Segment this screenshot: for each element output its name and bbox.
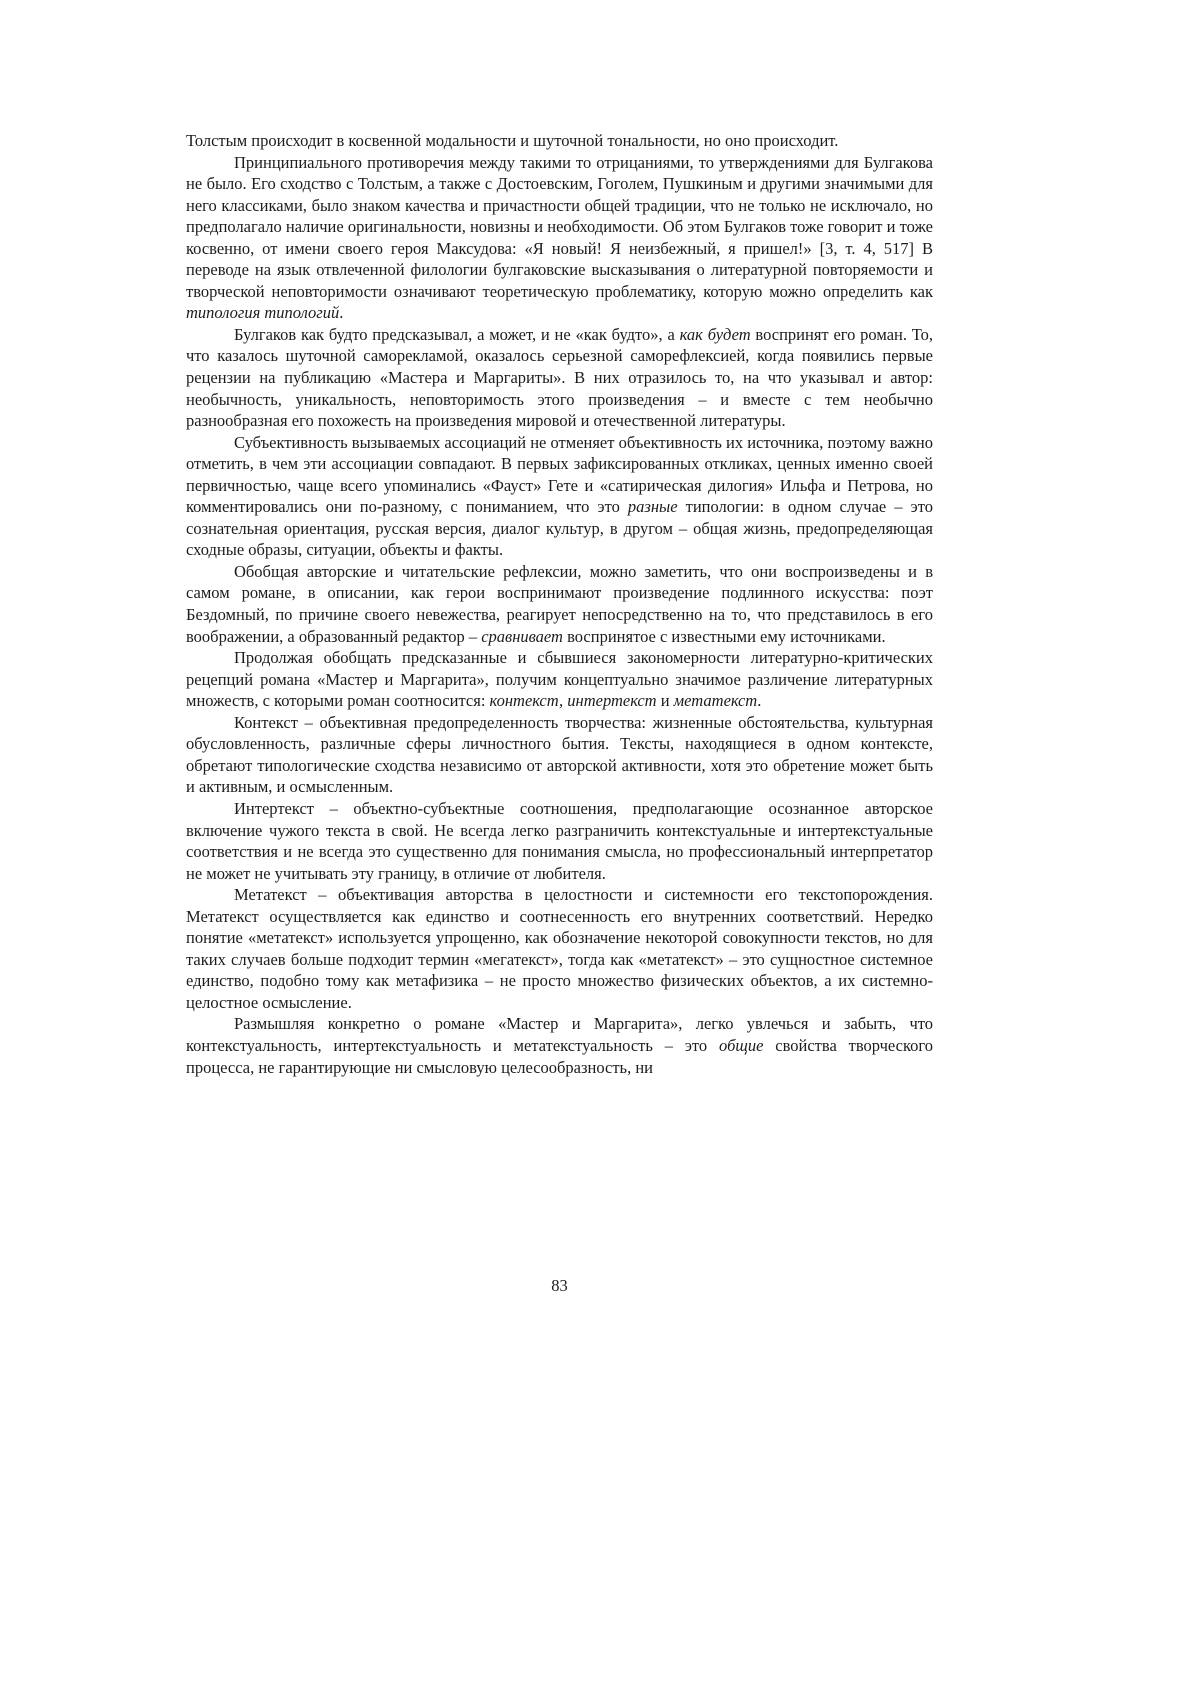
text-segment: Толстым происходит в косвенной модальности и шуточной тональности, но оно происходит.	[186, 131, 839, 150]
text-segment: .	[757, 691, 762, 711]
paragraph	[186, 647, 933, 712]
text-segment: Принципиального противоречия между такими то отрицаниями, то утверждениями для Булгакова не было. Его сходство с Толстым, а также с Достоевским, Гоголем, Пушкиным и другими значимыми для него классиками, было знаком качества и причастности общей традиции, что не только не исключало, но предполагало наличие оригинальности, новизны и необходимости. Об этом Булгаков тоже говорит и тоже косвенно, от имени своего героя Максудова: «Я новый! Я неизбежный, я пришел!» [3, т. 4, 517] В переводе на язык отвлеченной филологии булгаковские высказывания о литературной повторяемости и творческой неповторимости означивают теоретическую проблематику, которую можно определить как	[186, 152, 933, 301]
paragraph	[186, 432, 933, 561]
italic-text-segment: контекст, интертекст	[489, 691, 657, 711]
italic-text-segment: как будет	[679, 324, 751, 344]
paragraph	[186, 561, 933, 647]
page-number: 83	[551, 1276, 568, 1295]
text-segment: свойства творческого процесса, не гарантирующие ни смысловую целесообразность, ни	[186, 1035, 933, 1077]
text-segment: воспринятое с известными ему источниками.	[562, 626, 886, 646]
text-segment: Булгаков как будто предсказывал, а может, и не «как будто», а	[234, 324, 680, 344]
italic-text-segment: общие	[719, 1035, 764, 1055]
italic-text-segment: типология типологий	[186, 303, 340, 323]
text-segment: Субъективность вызываемых ассоциаций не отменяет объективность их источника, поэтому важно отметить, в чем эти ассоциации совпадают. В первых зафиксированных откликах, ценных именно своей первичностью, чаще всего упоминались «Фауст» Гете и «сатирическая дилогия» Ильфа и Петрова, но комментировались они по-разному, с пониманием, что это	[186, 432, 933, 517]
text-segment: Размышляя конкретно о романе «Мастер и Маргарита», легко увлечься и забыть, что контекстуальность, интертекстуальность и метатекстуальность – это	[186, 1014, 933, 1055]
paragraph	[186, 798, 933, 884]
paragraph	[186, 324, 933, 432]
text-segment: Метатекст – объективация авторства в целостности и системности его текстопорождения. Метатекст осуществляется как единство и соотнесенность его внутренних соответствий. Нередко понятие «метатекст» используется упрощенно, как обозначение некоторой совокупности текстов, но для таких случаев больше подходит термин «мегатекст», тогда как «метатекст» – это сущностное системное единство, подобно тому как метафизика – не просто множество физических объектов, а их системно-целостное осмысление.	[186, 885, 933, 1012]
text-segment: Обобщая авторские и читательские рефлексии, можно заметить, что они воспроизведены и в самом романе, в описании, как герои воспринимают произведение подлинного искусства: поэт Бездомный, по причине своего невежества, реагирует непосредственно на то, что представилось в его воображении, а образованный редактор –	[186, 561, 933, 646]
italic-text-segment: разные	[627, 497, 678, 517]
text-segment: Интертекст – объектно-субъектные соотношения, предполагающие осознанное авторское включение чужого текста в свой. Не всегда легко разграничить контекстуальные и интертекстуальные соответствия и не всегда это существенно для понимания смысла, но профессиональный интерпретатор не может не учитывать эту границу, в отличие от любителя.	[186, 798, 933, 883]
italic-text-segment: метатекст	[673, 691, 758, 711]
text-segment: типологии: в одном случае – это сознательная ориентация, русская версия, диалог культур, в другом – общая жизнь, предопределяющая сходные образы, ситуации, объекты и факты.	[186, 497, 933, 560]
paragraph	[186, 130, 933, 152]
text-segment: и	[656, 691, 674, 711]
text-segment: воспринят его роман. То, что казалось шуточной саморекламой, оказалось серьезной саморефлексией, когда появились первые рецензии на публикацию «Мастера и Маргариты». В них отразилось то, на что указывал и автор: необычность, уникальность, неповторимость этого произведения – и вместе с тем необычно разнообразная его похожесть на произведения мировой и отечественной литературы.	[186, 324, 933, 431]
paragraph	[186, 884, 933, 1013]
text-segment: Контекст – объективная предопределенность творчества: жизненные обстоятельства, культурная обусловленность, различные сферы личностного бытия. Тексты, находящиеся в одном контексте, обретают типологические сходства независимо от авторской активности, хотя это обретение может быть и активным, и осмысленным.	[186, 712, 933, 797]
paragraph	[186, 712, 933, 798]
italic-text-segment: сравнивает	[481, 626, 563, 646]
text-segment: Продолжая обобщать предсказанные и сбывшиеся закономерности литературно-критических рецепций романа «Мастер и Маргарита», получим концептуально значимое различение литературных множеств, с которыми роман соотносится:	[186, 648, 933, 711]
text-segment: .	[339, 303, 344, 323]
text-block	[186, 130, 933, 1078]
paragraph	[186, 1013, 933, 1078]
paragraph	[186, 152, 933, 324]
